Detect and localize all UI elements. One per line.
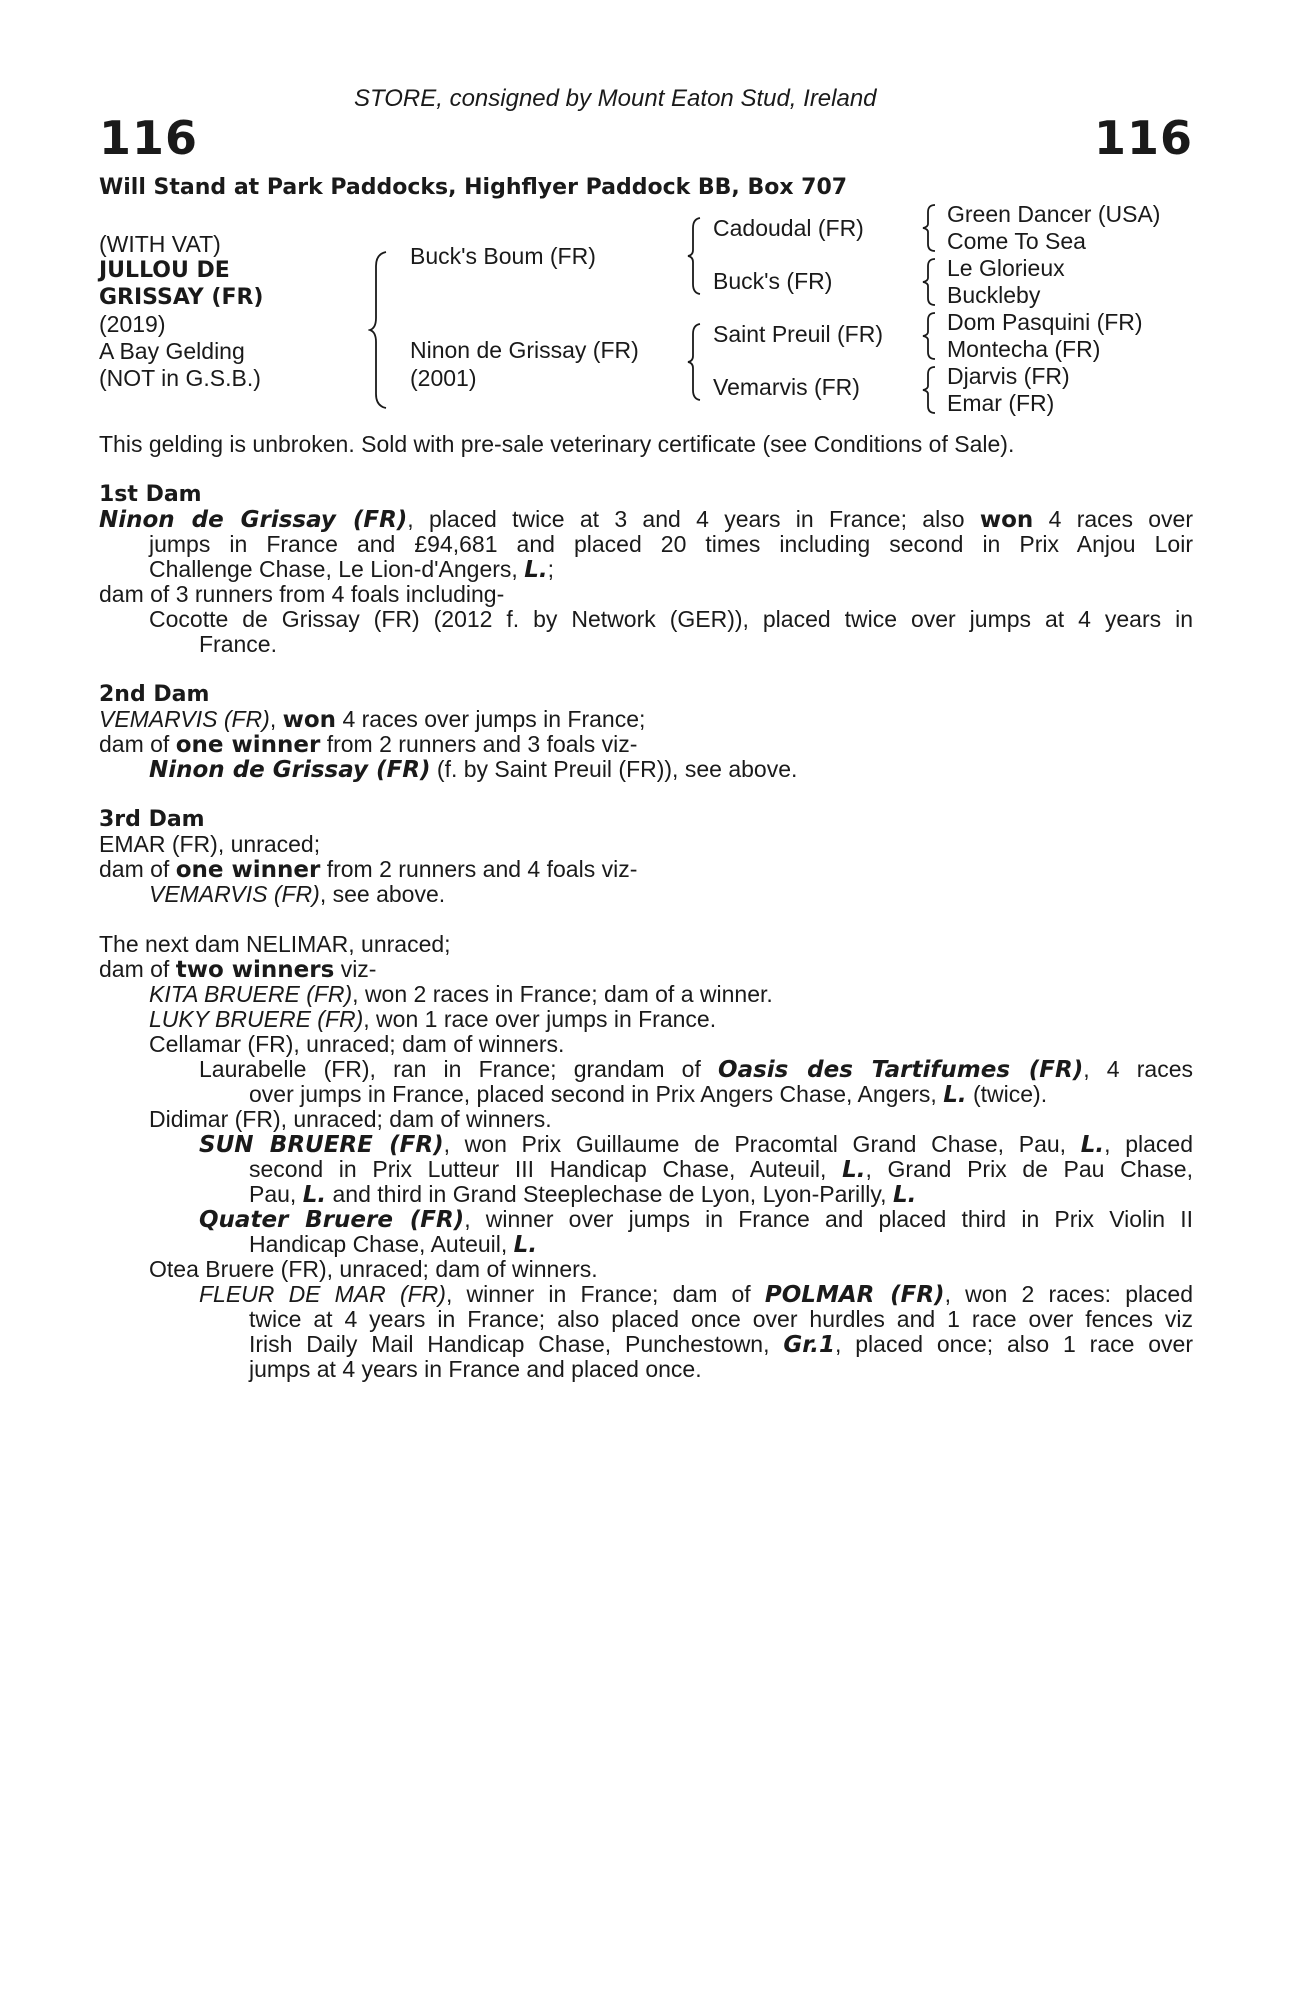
- pedigree-brace: [368, 250, 390, 410]
- dam-brace: [686, 322, 702, 402]
- sun-bruere-line1: SUN BRUERE (FR), won Prix Guillaume de Pracomtal Grand Chase, Pau, L., placed: [199, 1131, 1193, 1158]
- pedigree-dsd: Montecha (FR): [947, 336, 1101, 362]
- first-dam-name: Ninon de Grissay (FR): [99, 507, 408, 533]
- brace-3-1: [921, 203, 937, 253]
- pedigree-sire: Buck's Boum (FR): [410, 243, 596, 269]
- pedigree-dam-sire: Saint Preuil (FR): [713, 321, 883, 347]
- sire-brace: [686, 216, 702, 296]
- brace-3-2: [921, 257, 937, 307]
- didimar-entry: Didimar (FR), unraced; dam of winners.: [149, 1106, 552, 1132]
- first-dam-line1: Ninon de Grissay (FR), placed twice at 3 and 4 years in France; also won 4 races over: [99, 506, 1194, 533]
- laurabelle-line2: over jumps in France, placed second in Prix Angers Chase, Angers, L. (twice).: [249, 1081, 1048, 1108]
- vat-status: (WITH VAT): [99, 231, 221, 257]
- next-dam-line1: The next dam NELIMAR, unraced;: [99, 931, 451, 957]
- pedigree-sire-dam: Buck's (FR): [713, 268, 833, 294]
- pedigree-sdd: Buckleby: [947, 282, 1041, 308]
- foaling-year: (2019): [99, 311, 166, 337]
- pedigree-sds: Le Glorieux: [947, 255, 1065, 281]
- listed-badge: L.: [524, 557, 548, 583]
- pedigree-ddd: Emar (FR): [947, 390, 1055, 416]
- second-dam-line1: VEMARVIS (FR), won 4 races over jumps in France;: [99, 706, 646, 733]
- pedigree-dam-dam: Vemarvis (FR): [713, 374, 860, 400]
- lot-number-right: 116: [1093, 111, 1193, 165]
- third-dam-produce1: VEMARVIS (FR), see above.: [149, 881, 446, 907]
- sun-bruere-line3: Pau, L. and third in Grand Steeplechase de Lyon, Lyon-Parilly, L.: [249, 1181, 917, 1208]
- luky-bruere-entry: LUKY BRUERE (FR), won 1 race over jumps in France.: [149, 1006, 717, 1032]
- pedigree-sss: Green Dancer (USA): [947, 201, 1161, 227]
- second-dam-heading: 2nd Dam: [99, 682, 210, 707]
- stand-location: Will Stand at Park Paddocks, Highflyer Paddock BB, Box 707: [99, 175, 848, 200]
- pedigree-dds: Djarvis (FR): [947, 363, 1070, 389]
- second-dam-line2: dam of one winner from 2 runners and 3 foals viz-: [99, 731, 638, 758]
- horse-name-line2: GRISSAY (FR): [99, 285, 264, 310]
- catalogue-subtitle: STORE, consigned by Mount Eaton Stud, Ireland: [354, 85, 877, 112]
- second-dam-name: VEMARVIS (FR): [99, 706, 270, 732]
- pedigree-dam: Ninon de Grissay (FR): [410, 337, 639, 363]
- third-dam-heading: 3rd Dam: [99, 807, 205, 832]
- sale-note: This gelding is unbroken. Sold with pre-sale veterinary certificate (see Conditions of Sale).: [99, 431, 1015, 457]
- laurabelle-line1: Laurabelle (FR), ran in France; grandam of Oasis des Tartifumes (FR), 4 races: [199, 1056, 1193, 1083]
- gsb-status: (NOT in G.S.B.): [99, 365, 261, 391]
- first-dam-heading: 1st Dam: [99, 482, 202, 507]
- pedigree-ssd: Come To Sea: [947, 228, 1086, 254]
- pedigree-dss: Dom Pasquini (FR): [947, 309, 1143, 335]
- lot-number-left: 116: [99, 111, 199, 165]
- brace-3-3: [921, 311, 937, 361]
- fleur-de-mar-line3: Irish Daily Mail Handicap Chase, Punchestown, Gr.1, placed once; also 1 race over: [249, 1331, 1193, 1358]
- second-dam-produce1: Ninon de Grissay (FR) (f. by Saint Preuil (FR)), see above.: [149, 756, 798, 783]
- pedigree-dam-year: (2001): [410, 365, 477, 391]
- horse-description: A Bay Gelding: [99, 338, 245, 364]
- first-dam-produce1-line1: Cocotte de Grissay (FR) (2012 f. by Network (GER)), placed twice over jumps at 4 years in: [149, 606, 1193, 632]
- kita-bruere-entry: KITA BRUERE (FR), won 2 races in France; dam of a winner.: [149, 981, 773, 1007]
- brace-3-4: [921, 365, 937, 415]
- third-dam-line1: EMAR (FR), unraced;: [99, 831, 321, 857]
- first-dam-produce1-line2: France.: [199, 631, 277, 657]
- quater-bruere-line1: Quater Bruere (FR), winner over jumps in France and placed third in Prix Violin II: [199, 1206, 1193, 1233]
- third-dam-line2: dam of one winner from 2 runners and 4 foals viz-: [99, 856, 638, 883]
- fleur-de-mar-line2: twice at 4 years in France; also placed once over hurdles and 1 race over fences viz: [249, 1306, 1193, 1332]
- pedigree-sire-sire: Cadoudal (FR): [713, 215, 864, 241]
- fleur-de-mar-line4: jumps at 4 years in France and placed once.: [249, 1356, 702, 1382]
- first-dam-line4: dam of 3 runners from 4 foals including-: [99, 581, 505, 607]
- otea-bruere-entry: Otea Bruere (FR), unraced; dam of winners.: [149, 1256, 598, 1282]
- cellamar-entry: Cellamar (FR), unraced; dam of winners.: [149, 1031, 565, 1057]
- sun-bruere-line2: second in Prix Lutteur III Handicap Chase, Auteuil, L., Grand Prix de Pau Chase,: [249, 1156, 1193, 1183]
- next-dam-line2: dam of two winners viz-: [99, 956, 377, 983]
- first-dam-line2: jumps in France and £94,681 and placed 20 times including second in Prix Anjou Loir: [149, 531, 1193, 557]
- first-dam-line3: Challenge Chase, Le Lion-d'Angers, L.;: [149, 556, 554, 583]
- quater-bruere-line2: Handicap Chase, Auteuil, L.: [249, 1231, 538, 1258]
- horse-name-line1: JULLOU DE: [99, 258, 230, 283]
- fleur-de-mar-line1: FLEUR DE MAR (FR), winner in France; dam of POLMAR (FR), won 2 races: placed: [199, 1281, 1194, 1308]
